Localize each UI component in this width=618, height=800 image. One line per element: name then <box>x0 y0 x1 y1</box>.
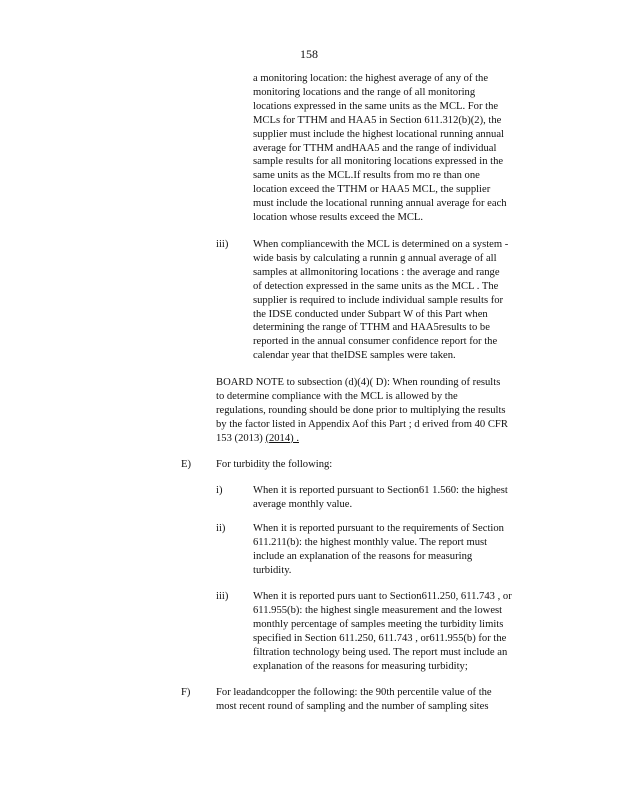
continued-paragraph <box>253 72 538 225</box>
item-iii-paragraph <box>253 590 538 673</box>
item-label: iii) <box>216 239 229 250</box>
text-line: regulations, rounding should be done prior to multiplying the results <box>216 404 506 416</box>
text-line: location whose results exceed the MCL. <box>253 212 424 224</box>
text-line: include an explanation of the reasons for measuring <box>253 550 473 562</box>
text-line: monitoring locations and the range of all monitoring <box>253 86 476 98</box>
text-line: wide basis by calculating a runnin g annual average of all <box>253 252 497 264</box>
text-line: supplier must include the highest locational running annual <box>253 128 504 140</box>
text-line: calendar year that theIDSE samples were taken. <box>253 350 456 362</box>
text-line: 611.955(b): the highest single measurement and the lowest <box>253 604 503 616</box>
text-line: average for TTHM andHAA5 and the range of individual <box>253 142 497 154</box>
page-number: 158 <box>300 47 318 61</box>
section-label: F) <box>181 687 191 698</box>
item-iii-paragraph <box>253 238 538 363</box>
text-line: locations expressed in the same units as the MCL. For the <box>253 100 499 112</box>
text-line: For leadandcopper the following: the 90th percentile value of the <box>216 687 492 698</box>
text-line: the IDSE conducted under Subpart W of this Part when <box>253 308 488 320</box>
amended-citation: (2014) . <box>265 432 299 444</box>
section-heading: For turbidity the following: <box>216 459 333 470</box>
text-line: supplier is required to include individual sample results for <box>253 294 504 306</box>
text-line: specified in Section 611.250, 611.743 , or611.955(b) for the <box>253 632 507 644</box>
text-line: sample results for all monitoring locations expressed in the <box>253 156 504 168</box>
text-line: When compliancewith the MCL is determined on a system - <box>253 239 509 250</box>
text-line: monthly percentage of samples meeting the turbidity limits <box>253 618 504 630</box>
item-label: iii) <box>216 591 229 602</box>
text-line: reported in the annual consumer confidence report for the <box>253 336 498 348</box>
citation-text: 153 (2013) <box>216 432 266 444</box>
text-line: When it is reported pursuant to Section61 1.560: the highest <box>253 485 508 496</box>
text-line: average monthly value. <box>253 498 353 510</box>
text-line: determining the range of TTHM and HAA5results to be <box>253 322 490 334</box>
text-line: MCLs for TTHM and HAA5 in Section 611.312(b)(2), the <box>253 114 502 126</box>
text-line: location exceed the TTHM or HAA5 MCL, the supplier <box>253 184 491 196</box>
text-line <box>216 432 539 446</box>
text-line: by the factor listed in Appendix Aof this Part ; d erived from 40 CFR <box>216 418 508 430</box>
text-line: When it is reported purs uant to Section611.250, 611.743 , or <box>253 591 512 602</box>
text-line: turbidity. <box>253 564 292 576</box>
section-label: E) <box>181 459 191 470</box>
text-line: When it is reported pursuant to the requirements of Section <box>253 523 504 534</box>
board-note <box>216 376 539 446</box>
text-line: to determine compliance with the MCL is allowed by the <box>216 390 458 402</box>
item-i-paragraph <box>253 484 538 512</box>
item-label: i) <box>216 485 223 496</box>
text-line: 611.211(b): the highest monthly value. The report must <box>253 536 488 548</box>
text-line: same units as the MCL.If results from mo re than one <box>253 170 480 182</box>
text-line: of detection expressed in the same units as the MCL . The <box>253 280 499 292</box>
text-line: BOARD NOTE to subsection (d)(4)( D): When rounding of results <box>216 377 501 388</box>
item-ii-paragraph <box>253 522 538 578</box>
text-line: a monitoring location: the highest average of any of the <box>253 73 489 84</box>
text-line: must include the locational running annual average for each <box>253 198 507 210</box>
text-line: samples at allmonitoring locations : the average and range <box>253 266 500 278</box>
item-label: ii) <box>216 523 226 534</box>
text-line: filtration technology being used. The report must include an <box>253 646 508 658</box>
text-line: most recent round of sampling and the number of sampling sites <box>216 700 489 712</box>
text-line: explanation of the reasons for measuring turbidity; <box>253 660 468 672</box>
section-f-paragraph <box>216 686 539 714</box>
